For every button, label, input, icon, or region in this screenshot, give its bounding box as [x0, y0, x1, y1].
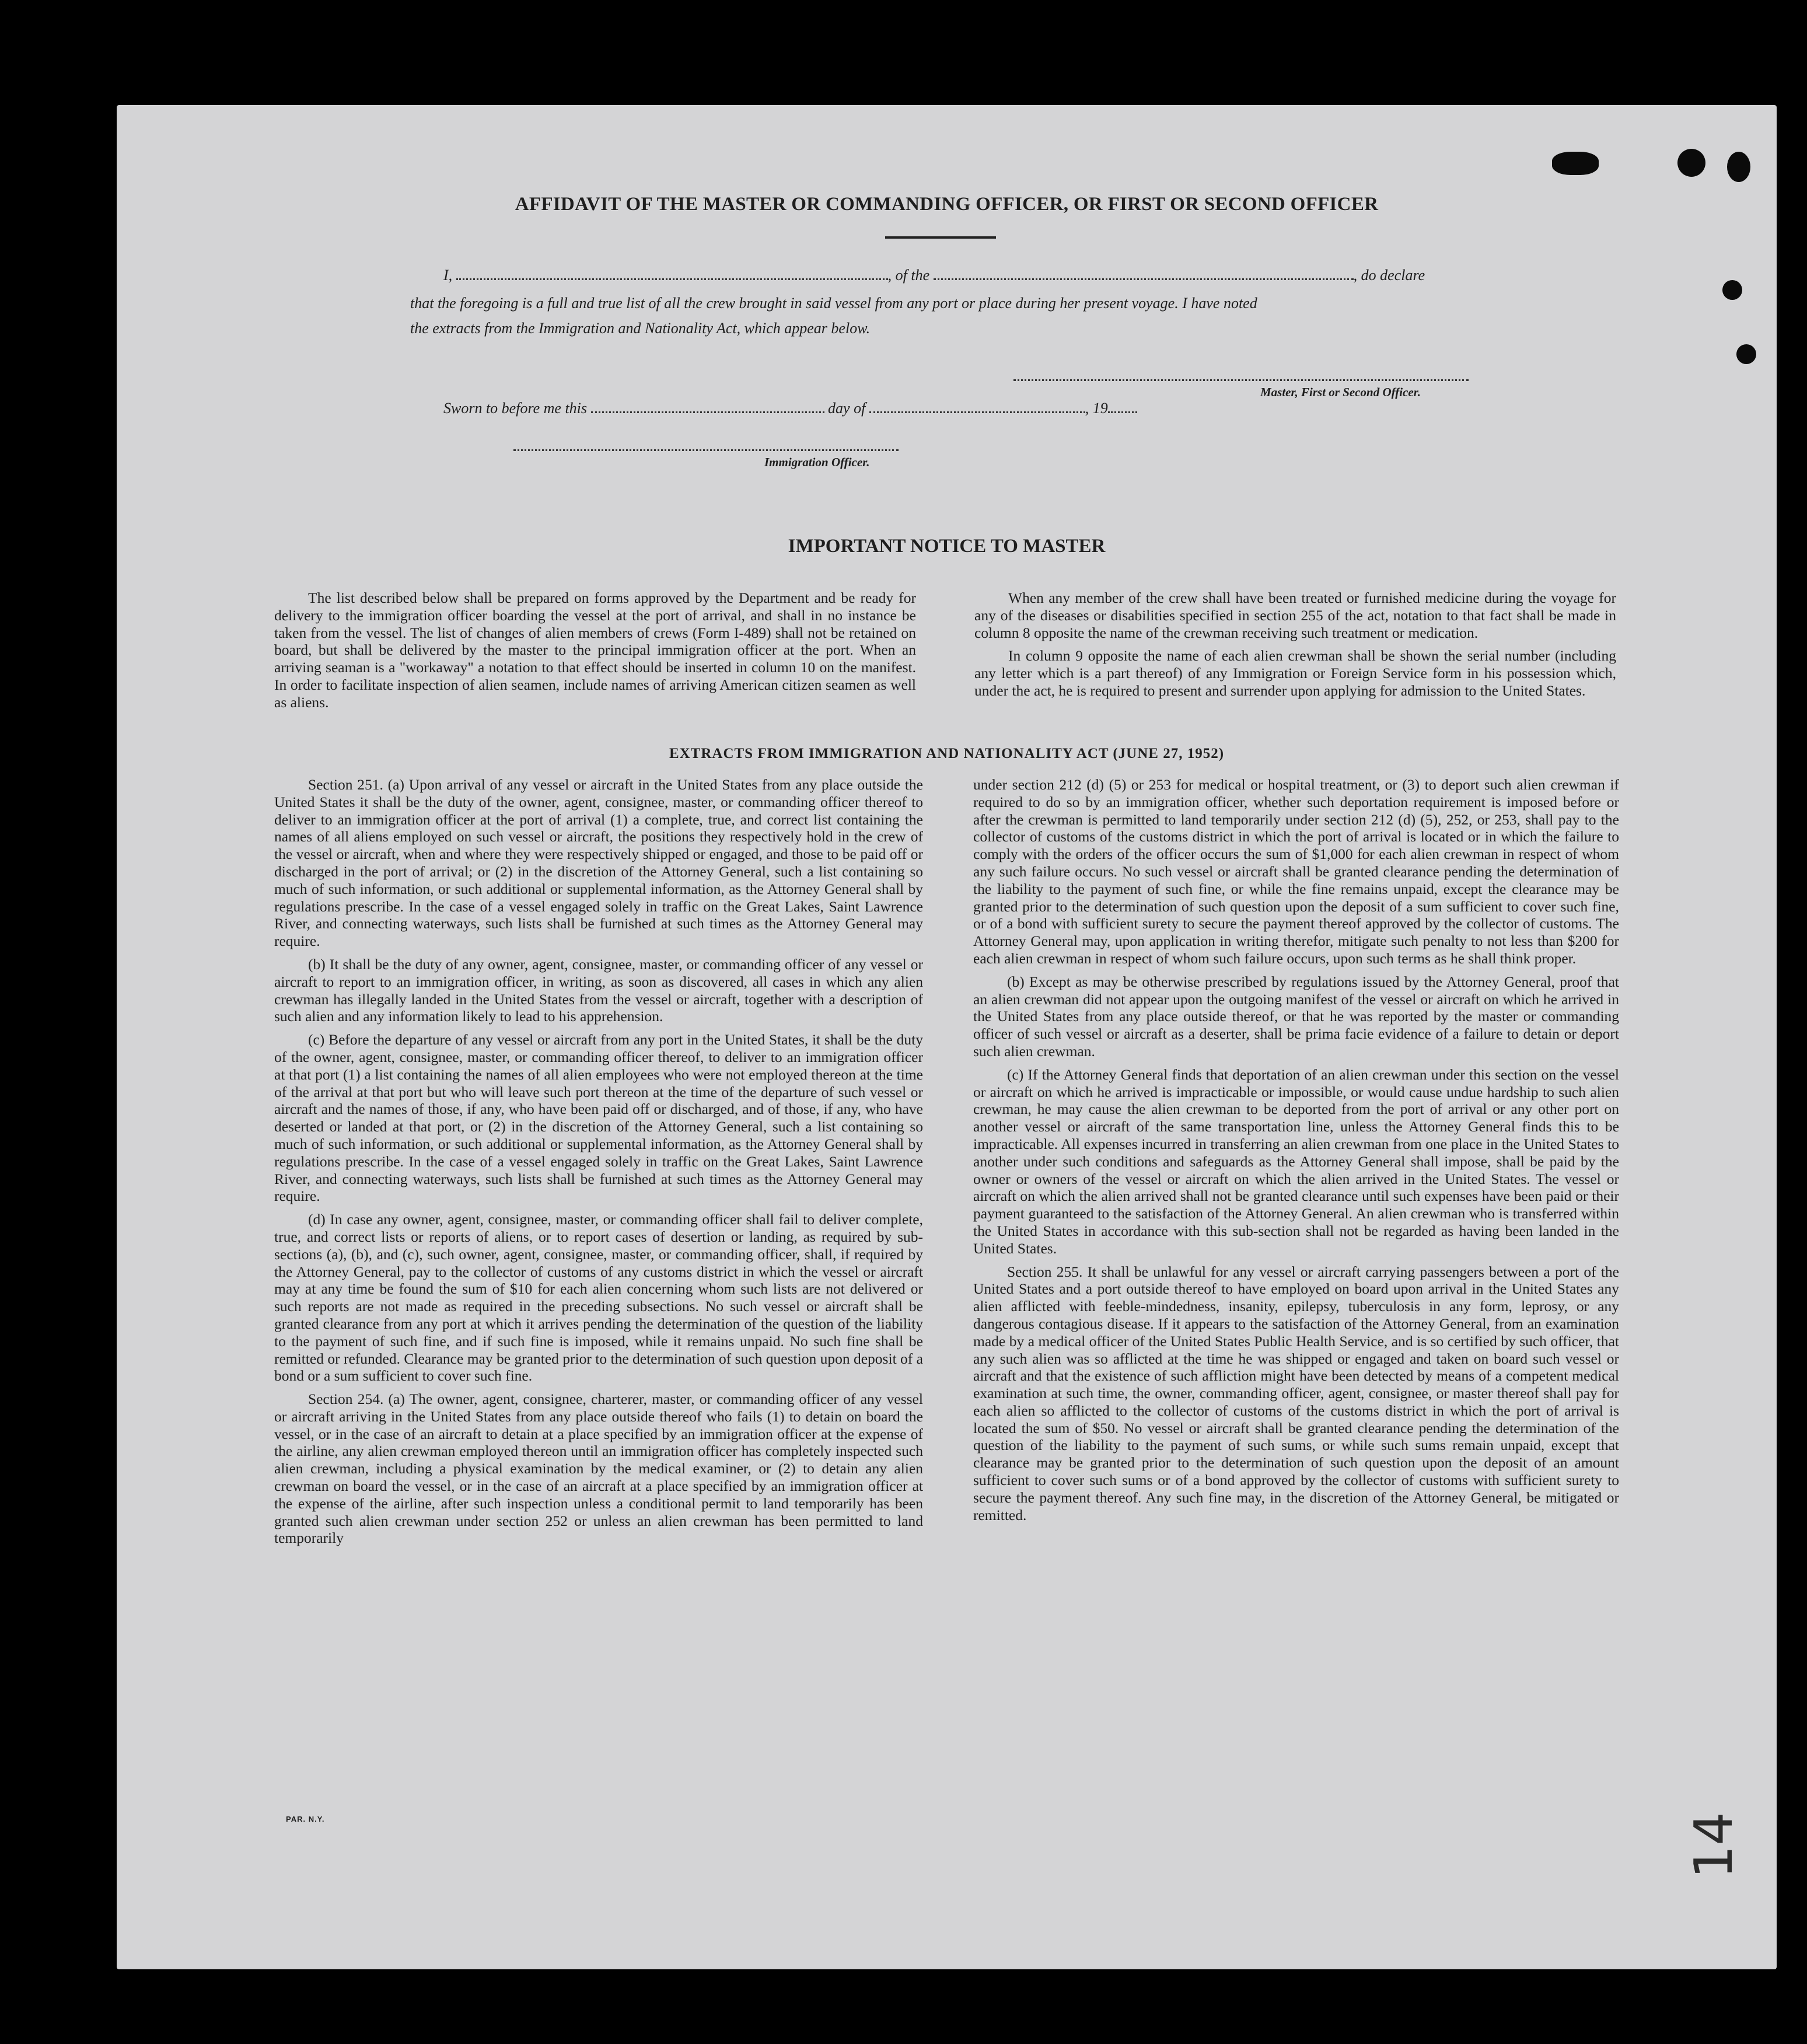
notice-right-column — [974, 589, 1616, 705]
extract-section-251c: (c) Before the departure of any vessel or aircraft from any port in the United States, it shall be the duty of the owner, agent, consignee, master, or commanding officer thereof, to deliver to an immigration officer at that port (1) a list containing the names of all alien employees who were not employed thereon at the time of the arrival at that port but who will leave such port thereon at the time of the departure of such vessel or aircraft and the names of those, if any, who have been paid off or discharged, and of those, if any, who have deserted or landed at that port, or (2) in the discretion of the Attorney General, such a list containing so much of such information, or such additional or supplemental information, as the Attorney General shall by regulations prescribe. In the case of a vessel engaged solely in traffic on the Great Lakes, Saint Lawrence River, and connecting waterways, such lists shall be furnished at such times as the Attorney General may require. — [274, 1031, 923, 1205]
day-of-label: day of — [828, 400, 866, 417]
year-label: , 19 — [1085, 400, 1108, 417]
extract-section-254b: (b) Except as may be otherwise prescribed by regulations issued by the Attorney General, proof that an alien crewman did not appear upon the outgoing manifest of the vessel or aircraft on which he arrived in the United States from any place outside thereof, or that he was reported by the master or commanding officer of such vessel or aircraft as a deserter, shall be prima facie evidence of a failure to detain or deport such alien crewman. — [973, 973, 1619, 1060]
notice-left-paragraph: The list described below shall be prepared on forms approved by the Department and be ready for delivery to the immigration officer boarding the vessel at the port of arrival, and shall in no instance be taken from the vessel. The list of changes of alien members of crews (Form I-489) shall not be retained on board, but shall be delivered by the master to the principal immigration officer at the port. When an arriving seaman is a "workaway" a notation to that effect should be inserted in column 10 on the manifest. In order to facilitate inspection of alien seamen, include names of arriving American citizen seamen as well as aliens. — [274, 589, 916, 711]
immigration-officer-signature-line[interactable] — [513, 449, 899, 451]
extracts-title: EXTRACTS FROM IMMIGRATION AND NATIONALITY ACT (JUNE 27, 1952) — [669, 746, 1225, 761]
notice-right-paragraph-1: When any member of the crew shall have been treated or furnished medicine during the voyage for any of the diseases or disabilities specified in section 255 of the act, notation to that fact shall be made in column 8 opposite the name of the crewman receiving such treatment or medication. — [974, 589, 1616, 641]
extracts-left-column — [274, 776, 923, 1553]
handwritten-page-number: 14 — [1683, 1812, 1745, 1879]
affidavit-declaration-line — [443, 267, 1610, 284]
extracts-right-column — [973, 776, 1619, 1529]
punch-hole — [1736, 344, 1756, 364]
affidavit-statement-line2: the extracts from the Immigration and Nationality Act, which appear below. — [410, 320, 871, 337]
immigration-officer-caption: Immigration Officer. — [764, 455, 870, 469]
notice-left-column — [274, 589, 916, 717]
do-declare-label: , do declare — [1353, 267, 1425, 284]
of-the-label: , of the — [887, 267, 930, 284]
punch-hole — [1722, 280, 1742, 300]
punch-hole — [1677, 149, 1705, 177]
name-field[interactable] — [456, 278, 888, 280]
affidavit-title: AFFIDAVIT OF THE MASTER OR COMMANDING OFFICER, OR FIRST OR SECOND OFFICER — [515, 194, 1379, 215]
extract-section-251d: (d) In case any owner, agent, consignee, master, or commanding officer shall fail to deliver complete, true, and correct lists or reports of aliens, or to report cases of desertion or landing, as required by sub-sections (a), (b), and (c), such owner, agent, consignee, master, or commanding officer, shall, if required by the Attorney General, pay to the collector of customs of any customs district in which the vessel or aircraft may at any time be found the sum of $10 for each alien concerning whom such lists are not delivered or such reports are not made as required in the preceding subsections. No such vessel or aircraft shall be granted clearance from any port at which it arrives pending the determination of the question of the liability to the payment of such fine, and if such fine is imposed, while it remains unpaid. No such fine shall be remitted or refunded. Clearance may be granted prior to the determination of such question upon deposit of a bond or a sum sufficient to cover such fine. — [274, 1211, 923, 1385]
sworn-line — [443, 400, 1260, 417]
extract-section-251b: (b) It shall be the duty of any owner, agent, consignee, master, or commanding officer of any vessel or aircraft to report to an immigration officer, in writing, as soon as discovered, all cases in which any alien crewman has illegally landed in the United States from the vessel or aircraft, together with a description of such alien and any information likely to lead to his apprehension. — [274, 955, 923, 1025]
sworn-label: Sworn to before me this — [443, 400, 588, 417]
extract-section-254a-cont: under section 212 (d) (5) or 253 for medical or hospital treatment, or (3) to deport such alien crewman if required to do so by an immigration officer, whether such deportation requirement is imposed before or after the crewman is permitted to land temporarily under section 212 (d) (5), 252, or 253, shall pay to the collector of customs of the customs district in which the port of arrival is located or in which the failure to comply with the orders of the officer occurs the sum of $1,000 for each alien crewman in respect of whom any such failure occurs. No such vessel or aircraft shall be granted clearance pending the determination of the liability to the payment of such fine, or while the fine remains unpaid, except the clearance may be granted prior to the determination of such question upon the deposit of a sum sufficient to cover such fine, or of a bond with sufficient surety to secure the payment thereof approved by the collector of customs. The Attorney General may, upon application in writing therefor, mitigate such penalty to not less than $200 for each alien crewman in respect of whom such failure occurs, upon such terms as he shall think proper. — [973, 776, 1619, 967]
sworn-month-field[interactable] — [869, 411, 1085, 413]
notice-right-paragraph-2: In column 9 opposite the name of each alien crewman shall be shown the serial number (including any letter which is a part thereof) of any Immigration or Foreign Service form in his possession which, under the act, he is required to present and surrender upon applying for admission to the United States. — [974, 647, 1616, 699]
i-label: I, — [443, 267, 453, 284]
sworn-year-field[interactable] — [1108, 411, 1137, 413]
extract-section-251a: Section 251. (a) Upon arrival of any vessel or aircraft in the United States from any place outside the United States it shall be the duty of the owner, agent, consignee, master, or commanding officer thereof to deliver to an immigration officer at the port of arrival (1) a complete, true, and correct list containing the names of all aliens employed on such vessel or aircraft, the positions they respectively hold in the crew of the vessel or aircraft, when and where they were respectively shipped or engaged, and those to be paid off or discharged in the port of arrival; or (2) in the discretion of the Attorney General, such a list containing so much of such information, or such additional or supplemental information, as the Attorney General shall by regulations prescribe. In the case of a vessel engaged solely in traffic on the Great Lakes, Saint Lawrence River, and connecting waterways, such lists shall be furnished at such times as the Attorney General may require. — [274, 776, 923, 950]
extract-section-255: Section 255. It shall be unlawful for any vessel or aircraft carrying passengers between a port of the United States and a port outside thereof to have employed on board upon arrival in the United States any alien afflicted with feeble-mindedness, insanity, epilepsy, tuberculosis in any form, leprosy, or any dangerous contagious disease. If it appears to the satisfaction of the Attorney General, from an examination made by a medical officer of the United States Public Health Service, and is so certified by such officer, that any such alien was so afflicted at the time he was shipped or engaged and taken on board such vessel or aircraft and that the existence of such affliction might have been detected by means of a competent medical examination at such time, the owner, commanding officer, agent, consignee, or master thereof shall pay for each alien so afflicted to the collector of customs of the customs district in which the port of arrival is located the sum of $50. No vessel or aircraft shall be granted clearance pending the determination of the question of the liability to the payment of such sums, or while such sums remain unpaid, except that clearance may be granted prior to the determination of such question upon the deposit of an amount sufficient to cover such sums or of a bond approved by the collector of customs with sufficient surety to secure the payment thereof. Any such fine may, in the discretion of the Attorney General, be mitigated or remitted. — [973, 1263, 1619, 1524]
extract-section-254c: (c) If the Attorney General finds that deportation of an alien crewman under this section on the vessel or aircraft on which he arrived is impracticable or impossible, or would cause undue hardship to such alien crewman, he may cause the alien crewman to be deported from the port of arrival or any other port on another vessel or aircraft of the same transportation line, unless the Attorney General finds this to be impracticable. All expenses incurred in transferring an alien crewman from one place in the United States to another under such conditions and safeguards as the Attorney General shall impose, shall be paid by the owner or owners of the vessel or aircraft on which the alien arrived in the United States. The vessel or aircraft on which the alien arrived shall not be granted clearance until such expenses have been paid or their payment guaranteed to the satisfaction of the Attorney General. An alien crewman who is transferred within the United States in accordance with this sub-section shall not be regarded as having been landed in the United States. — [973, 1065, 1619, 1257]
title-underline — [885, 236, 996, 239]
vessel-field[interactable] — [934, 278, 1354, 280]
punch-hole — [1727, 152, 1750, 182]
affidavit-statement-line1: that the foregoing is a full and true list of all the crew brought in said vessel from any port or place during her present voyage. I have noted — [410, 295, 1257, 312]
notice-title: IMPORTANT NOTICE TO MASTER — [788, 536, 1106, 557]
document-page — [117, 105, 1777, 1969]
master-signature-line[interactable] — [1013, 379, 1469, 381]
printer-mark: PAR. N.Y. — [286, 1815, 325, 1823]
sworn-day-field[interactable] — [591, 411, 824, 413]
punch-hole — [1552, 152, 1599, 175]
master-signature-caption: Master, First or Second Officer. — [1260, 385, 1421, 399]
extract-section-254a: Section 254. (a) The owner, agent, consignee, charterer, master, or commanding officer of any vessel or aircraft arriving in the United States from any place outside thereof who fails (1) to detain on board the vessel, or in the case of an aircraft to detain at a place specified by an immigration officer at the expense of the airline, any alien crewman employed thereon until an immigration officer has completely inspected such alien crewman, including a physical examination by the medical examiner, or (2) to detain any alien crewman on board the vessel, or in the case of an aircraft at a place specified by an immigration officer at the expense of the airline, after such inspection unless a conditional permit to land temporarily has been granted such alien crewman under section 252 or unless an alien crewman has been permitted to land temporarily — [274, 1390, 923, 1547]
